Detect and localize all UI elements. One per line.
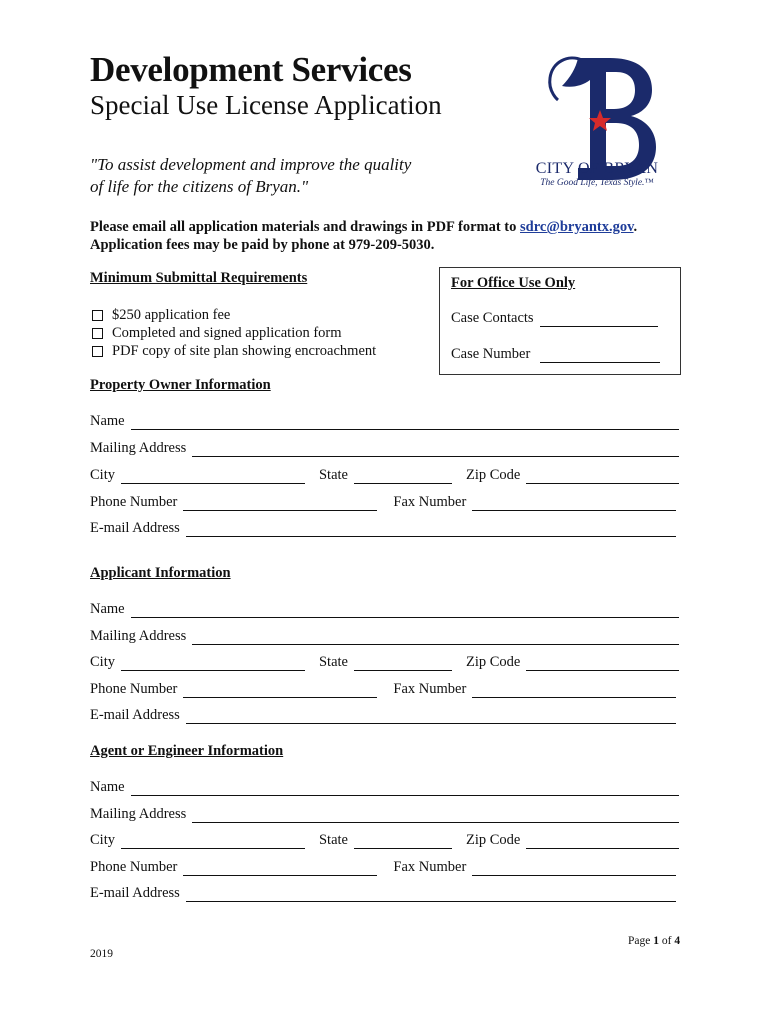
logo-tagline: The Good Life, Texas Style.™ <box>540 178 654 188</box>
agent-name-field[interactable] <box>131 783 679 796</box>
checkbox-icon[interactable] <box>92 310 103 321</box>
owner-address-field[interactable] <box>192 444 679 457</box>
mailing-address-label: Mailing Address <box>90 628 187 644</box>
applicant-email-row <box>90 706 679 724</box>
email-label: E-mail Address <box>90 885 180 901</box>
agent-state-field[interactable] <box>354 836 452 849</box>
applicant-email-field[interactable] <box>186 711 676 724</box>
name-label: Name <box>90 601 125 617</box>
mailing-address-label: Mailing Address <box>90 440 187 456</box>
agent-section-heading: Agent or Engineer Information <box>90 743 284 759</box>
case-contacts-field[interactable] <box>540 312 658 327</box>
applicant-state-field[interactable] <box>354 658 452 671</box>
agent-phone-field[interactable] <box>183 863 377 876</box>
applicant-city-row <box>90 653 679 671</box>
instructions <box>90 218 690 254</box>
email-label: E-mail Address <box>90 707 180 723</box>
agent-zip-field[interactable] <box>526 836 679 849</box>
mission-quote <box>90 154 450 198</box>
owner-city-field[interactable] <box>121 471 305 484</box>
fee-phone-text: Application fees may be paid by phone at 979-209-5030. <box>90 237 435 253</box>
applicant-address-row <box>90 627 679 645</box>
requirements-checklist <box>90 306 376 360</box>
city-label: City <box>90 467 115 483</box>
logo-city-name: CITY OF BRYAN <box>535 160 659 177</box>
office-use-box <box>439 267 681 375</box>
state-label: State <box>318 654 348 670</box>
applicant-zip-field[interactable] <box>526 658 679 671</box>
owner-state-field[interactable] <box>354 471 452 484</box>
applicant-phone-row <box>90 680 679 698</box>
page-number: Page 1 of 4 <box>628 935 681 947</box>
applicant-fax-field[interactable] <box>472 685 676 698</box>
agent-address-row <box>90 805 679 823</box>
state-label: State <box>318 832 348 848</box>
owner-email-field[interactable] <box>186 524 676 537</box>
requirement-item: PDF copy of site plan showing encroachment <box>90 342 376 360</box>
zip-label: Zip Code <box>465 654 521 670</box>
case-number-field[interactable] <box>540 348 660 363</box>
applicant-name-field[interactable] <box>131 605 679 618</box>
owner-zip-field[interactable] <box>526 471 679 484</box>
name-label: Name <box>90 413 125 429</box>
applicant-address-field[interactable] <box>192 632 679 645</box>
owner-city-row <box>90 466 679 484</box>
case-number-label: Case Number <box>451 346 531 362</box>
quote-line-2: of life for the citizens of Bryan." <box>90 177 309 196</box>
email-link[interactable]: sdrc@bryantx.gov <box>520 219 634 235</box>
fax-label: Fax Number <box>393 859 467 875</box>
footer-year: 2019 <box>90 948 113 960</box>
applicant-phone-field[interactable] <box>183 685 377 698</box>
case-contacts-row <box>451 310 658 327</box>
state-label: State <box>318 467 348 483</box>
owner-address-row <box>90 439 679 457</box>
name-label: Name <box>90 779 125 795</box>
checkbox-icon[interactable] <box>92 346 103 357</box>
office-use-heading: For Office Use Only <box>451 275 576 291</box>
owner-name-field[interactable] <box>131 417 679 430</box>
checkbox-icon[interactable] <box>92 328 103 339</box>
zip-label: Zip Code <box>465 832 521 848</box>
case-contacts-label: Case Contacts <box>451 310 534 326</box>
applicant-section-heading: Applicant Information <box>90 565 231 581</box>
phone-label: Phone Number <box>90 859 178 875</box>
agent-fax-field[interactable] <box>472 863 676 876</box>
phone-label: Phone Number <box>90 681 178 697</box>
applicant-name-row <box>90 600 679 618</box>
agent-email-field[interactable] <box>186 889 676 902</box>
city-label: City <box>90 832 115 848</box>
owner-email-row <box>90 519 679 537</box>
fax-label: Fax Number <box>393 681 467 697</box>
email-label: E-mail Address <box>90 520 180 536</box>
owner-fax-field[interactable] <box>472 498 676 511</box>
requirement-item: Completed and signed application form <box>90 324 376 342</box>
quote-line-1: "To assist development and improve the quality <box>90 155 412 174</box>
owner-phone-row <box>90 493 679 511</box>
form-subtitle: Special Use License Application <box>90 90 442 120</box>
agent-phone-row <box>90 858 679 876</box>
mailing-address-label: Mailing Address <box>90 806 187 822</box>
agent-address-field[interactable] <box>192 810 679 823</box>
owner-name-row <box>90 412 679 430</box>
requirement-item: $250 application fee <box>90 306 376 324</box>
intro-period: . <box>633 219 638 235</box>
case-number-row <box>451 346 660 363</box>
intro-text: Please email all application materials and drawings in PDF format to <box>90 219 521 235</box>
owner-phone-field[interactable] <box>183 498 377 511</box>
fax-label: Fax Number <box>393 494 467 510</box>
agent-city-field[interactable] <box>121 836 305 849</box>
phone-label: Phone Number <box>90 494 178 510</box>
owner-section-heading: Property Owner Information <box>90 377 271 393</box>
agent-city-row <box>90 831 679 849</box>
page-title: Development Services <box>90 50 412 89</box>
requirements-heading: Minimum Submittal Requirements <box>90 270 308 286</box>
applicant-city-field[interactable] <box>121 658 305 671</box>
agent-email-row <box>90 884 679 902</box>
agent-name-row <box>90 778 679 796</box>
zip-label: Zip Code <box>465 467 521 483</box>
city-label: City <box>90 654 115 670</box>
